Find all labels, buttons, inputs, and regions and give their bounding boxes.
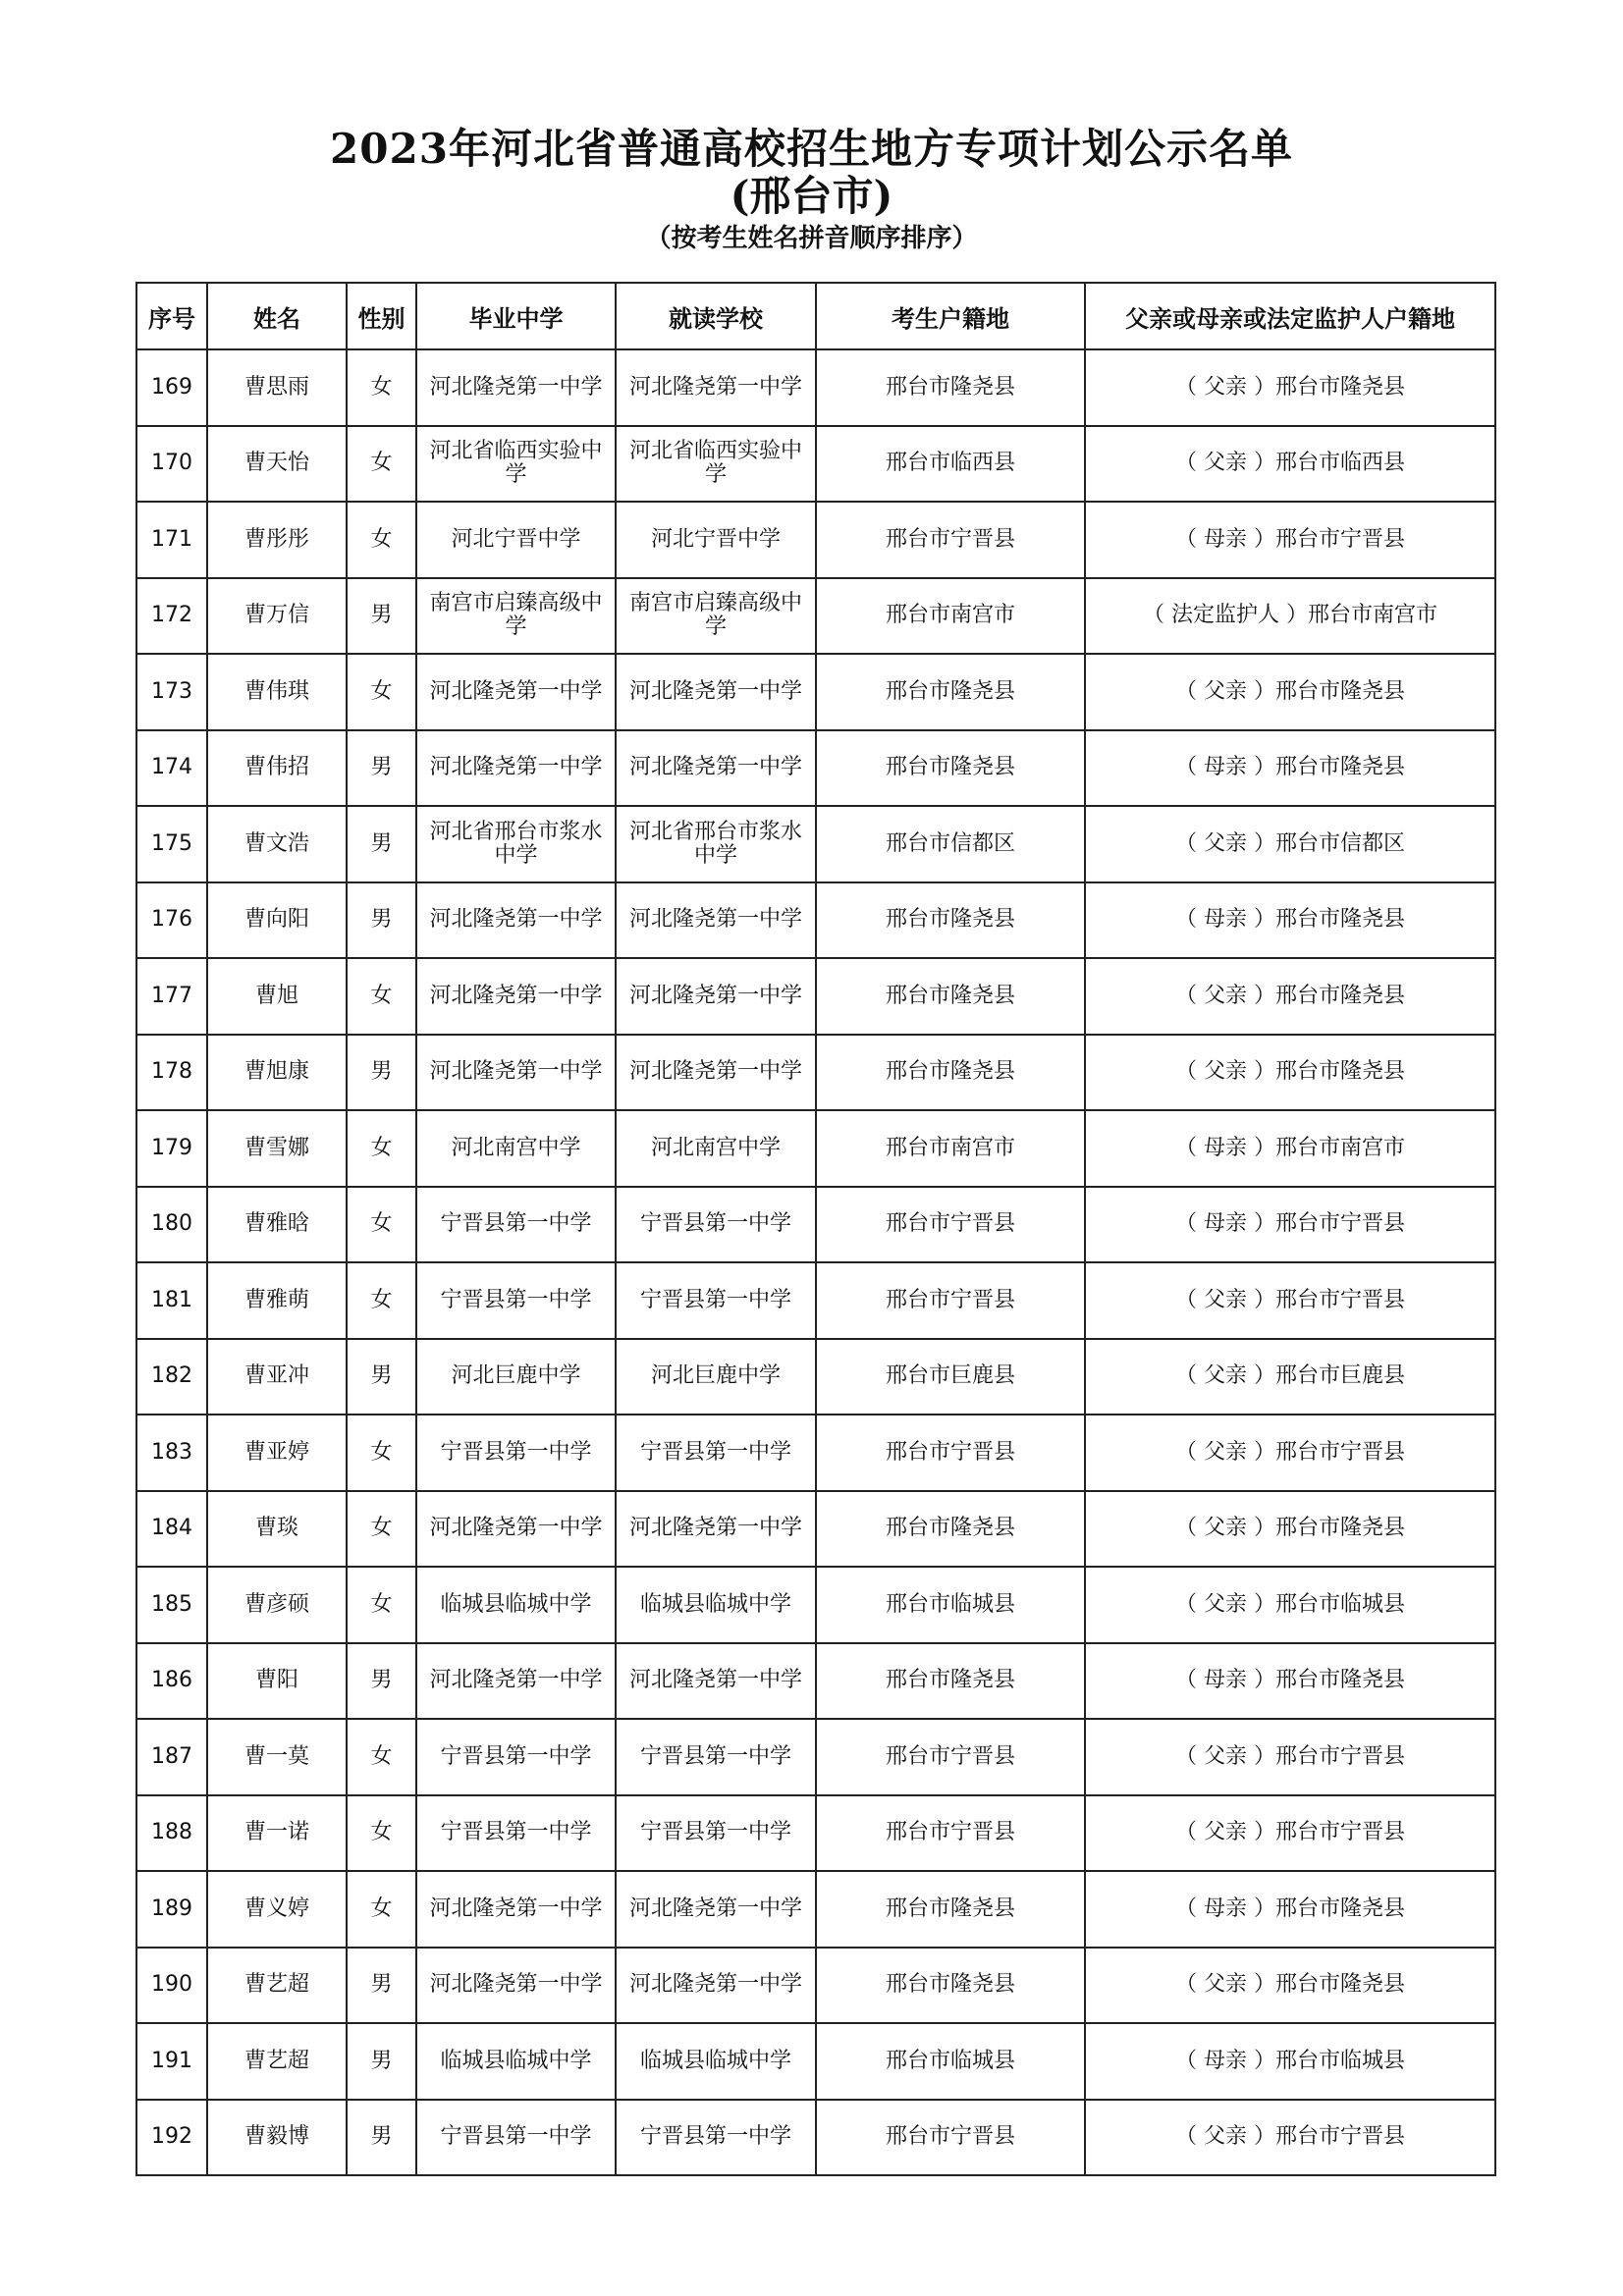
cell-guardian-residence: （ 父亲 ）邢台市宁晋县 <box>1085 2100 1495 2176</box>
cell-gender: 女 <box>347 426 416 503</box>
cell-guardian-residence: （ 父亲 ）邢台市信都区 <box>1085 806 1495 882</box>
cell-grad-school: 宁晋县第一中学 <box>416 1262 616 1339</box>
cell-grad-school: 宁晋县第一中学 <box>416 1719 616 1795</box>
cell-guardian-residence: （ 母亲 ）邢台市宁晋县 <box>1085 1187 1495 1263</box>
cell-name: 曹向阳 <box>207 882 347 959</box>
cell-current-school: 河北隆尧第一中学 <box>616 1871 816 1948</box>
cell-current-school: 河北隆尧第一中学 <box>616 1035 816 1111</box>
cell-grad-school: 宁晋县第一中学 <box>416 1415 616 1491</box>
cell-name: 曹思雨 <box>207 349 347 426</box>
cell-guardian-residence: （ 父亲 ）邢台市隆尧县 <box>1085 1948 1495 2024</box>
cell-name: 曹文浩 <box>207 806 347 882</box>
cell-residence: 邢台市宁晋县 <box>816 1795 1085 1872</box>
cell-current-school: 宁晋县第一中学 <box>616 2100 816 2176</box>
cell-residence: 邢台市隆尧县 <box>816 1035 1085 1111</box>
table-row <box>136 654 1495 730</box>
cell-current-school: 南宫市启臻高级中学 <box>616 578 816 655</box>
document-header <box>0 126 1623 255</box>
cell-residence: 邢台市隆尧县 <box>816 349 1085 426</box>
cell-current-school: 河北隆尧第一中学 <box>616 1643 816 1720</box>
cell-no: 189 <box>136 1871 207 1948</box>
cell-guardian-residence: （ 父亲 ）邢台市隆尧县 <box>1085 654 1495 730</box>
table-row <box>136 1415 1495 1491</box>
cell-current-school: 河北隆尧第一中学 <box>616 654 816 730</box>
document-subtitle: (邢台市) <box>730 172 893 220</box>
table-row <box>136 882 1495 959</box>
cell-residence: 邢台市宁晋县 <box>816 502 1085 578</box>
cell-residence: 邢台市隆尧县 <box>816 1491 1085 1568</box>
cell-no: 181 <box>136 1262 207 1339</box>
cell-gender: 男 <box>347 1643 416 1720</box>
cell-gender: 男 <box>347 2023 416 2100</box>
table-row <box>136 349 1495 426</box>
cell-grad-school: 宁晋县第一中学 <box>416 1187 616 1263</box>
table-row <box>136 1491 1495 1568</box>
cell-guardian-residence: （ 母亲 ）邢台市南宫市 <box>1085 1110 1495 1187</box>
cell-gender: 女 <box>347 654 416 730</box>
table-row <box>136 1567 1495 1643</box>
cell-grad-school: 南宫市启臻高级中学 <box>416 578 616 655</box>
cell-gender: 男 <box>347 730 416 807</box>
column-header-guardian-residence: 父亲或母亲或法定监护人户籍地 <box>1085 283 1495 349</box>
cell-no: 170 <box>136 426 207 503</box>
cell-name: 曹彤彤 <box>207 502 347 578</box>
cell-no: 169 <box>136 349 207 426</box>
table-row <box>136 1262 1495 1339</box>
cell-grad-school: 河北隆尧第一中学 <box>416 1871 616 1948</box>
cell-guardian-residence: （ 母亲 ）邢台市隆尧县 <box>1085 1871 1495 1948</box>
cell-no: 176 <box>136 882 207 959</box>
table-row <box>136 1643 1495 1720</box>
cell-no: 174 <box>136 730 207 807</box>
cell-residence: 邢台市临城县 <box>816 1567 1085 1643</box>
cell-name: 曹艺超 <box>207 1948 347 2024</box>
cell-gender: 女 <box>347 349 416 426</box>
table-row <box>136 806 1495 882</box>
cell-no: 182 <box>136 1339 207 1415</box>
cell-grad-school: 河北隆尧第一中学 <box>416 730 616 807</box>
column-header-grad-school: 毕业中学 <box>416 283 616 349</box>
cell-gender: 女 <box>347 1719 416 1795</box>
cell-guardian-residence: （ 母亲 ）邢台市隆尧县 <box>1085 882 1495 959</box>
cell-no: 190 <box>136 1948 207 2024</box>
table-row <box>136 1187 1495 1263</box>
cell-residence: 邢台市临西县 <box>816 426 1085 503</box>
cell-name: 曹一诺 <box>207 1795 347 1872</box>
table-row <box>136 1339 1495 1415</box>
cell-gender: 女 <box>347 1415 416 1491</box>
cell-current-school: 临城县临城中学 <box>616 2023 816 2100</box>
cell-residence: 邢台市巨鹿县 <box>816 1339 1085 1415</box>
cell-residence: 邢台市宁晋县 <box>816 2100 1085 2176</box>
cell-residence: 邢台市隆尧县 <box>816 882 1085 959</box>
cell-current-school: 宁晋县第一中学 <box>616 1795 816 1872</box>
cell-residence: 邢台市宁晋县 <box>816 1415 1085 1491</box>
cell-name: 曹伟琪 <box>207 654 347 730</box>
cell-gender: 男 <box>347 882 416 959</box>
cell-gender: 女 <box>347 502 416 578</box>
cell-guardian-residence: （ 母亲 ）邢台市宁晋县 <box>1085 502 1495 578</box>
cell-name: 曹琰 <box>207 1491 347 1568</box>
cell-no: 178 <box>136 1035 207 1111</box>
cell-guardian-residence: （ 父亲 ）邢台市宁晋县 <box>1085 1262 1495 1339</box>
cell-gender: 女 <box>347 958 416 1035</box>
cell-grad-school: 河北隆尧第一中学 <box>416 1948 616 2024</box>
cell-residence: 邢台市隆尧县 <box>816 958 1085 1035</box>
cell-name: 曹雅晗 <box>207 1187 347 1263</box>
cell-name: 曹阳 <box>207 1643 347 1720</box>
cell-grad-school: 河北隆尧第一中学 <box>416 1491 616 1568</box>
cell-name: 曹艺超 <box>207 2023 347 2100</box>
table-row <box>136 1871 1495 1948</box>
cell-gender: 男 <box>347 1035 416 1111</box>
cell-no: 186 <box>136 1643 207 1720</box>
table-row <box>136 958 1495 1035</box>
cell-no: 185 <box>136 1567 207 1643</box>
table-row <box>136 1948 1495 2024</box>
cell-gender: 女 <box>347 1871 416 1948</box>
cell-no: 175 <box>136 806 207 882</box>
cell-guardian-residence: （ 父亲 ）邢台市隆尧县 <box>1085 958 1495 1035</box>
cell-current-school: 河北隆尧第一中学 <box>616 1948 816 2024</box>
cell-name: 曹雪娜 <box>207 1110 347 1187</box>
cell-guardian-residence: （ 法定监护人 ）邢台市南宫市 <box>1085 578 1495 655</box>
cell-residence: 邢台市宁晋县 <box>816 1719 1085 1795</box>
cell-residence: 邢台市隆尧县 <box>816 1948 1085 2024</box>
cell-no: 180 <box>136 1187 207 1263</box>
cell-grad-school: 河北隆尧第一中学 <box>416 654 616 730</box>
cell-guardian-residence: （ 母亲 ）邢台市隆尧县 <box>1085 730 1495 807</box>
cell-current-school: 河北隆尧第一中学 <box>616 882 816 959</box>
cell-residence: 邢台市隆尧县 <box>816 654 1085 730</box>
cell-gender: 女 <box>347 1567 416 1643</box>
table-row <box>136 426 1495 503</box>
document-title: 2023年河北省普通高校招生地方专项计划公示名单 <box>330 125 1293 173</box>
cell-no: 177 <box>136 958 207 1035</box>
table-header-row <box>136 283 1495 349</box>
cell-gender: 女 <box>347 1262 416 1339</box>
cell-name: 曹一莫 <box>207 1719 347 1795</box>
cell-current-school: 河北省邢台市浆水中学 <box>616 806 816 882</box>
cell-name: 曹天怡 <box>207 426 347 503</box>
cell-current-school: 河北隆尧第一中学 <box>616 958 816 1035</box>
cell-grad-school: 河北隆尧第一中学 <box>416 882 616 959</box>
cell-guardian-residence: （ 母亲 ）邢台市隆尧县 <box>1085 1643 1495 1720</box>
cell-gender: 男 <box>347 1948 416 2024</box>
table-row <box>136 2100 1495 2176</box>
cell-residence: 邢台市南宫市 <box>816 578 1085 655</box>
cell-no: 183 <box>136 1415 207 1491</box>
cell-grad-school: 河北隆尧第一中学 <box>416 349 616 426</box>
cell-grad-school: 河北省邢台市浆水中学 <box>416 806 616 882</box>
cell-residence: 邢台市南宫市 <box>816 1110 1085 1187</box>
cell-no: 171 <box>136 502 207 578</box>
cell-grad-school: 河北隆尧第一中学 <box>416 1035 616 1111</box>
cell-guardian-residence: （ 父亲 ）邢台市隆尧县 <box>1085 349 1495 426</box>
cell-no: 188 <box>136 1795 207 1872</box>
cell-current-school: 临城县临城中学 <box>616 1567 816 1643</box>
cell-guardian-residence: （ 父亲 ）邢台市隆尧县 <box>1085 1035 1495 1111</box>
cell-guardian-residence: （ 父亲 ）邢台市宁晋县 <box>1085 1415 1495 1491</box>
cell-residence: 邢台市宁晋县 <box>816 1262 1085 1339</box>
cell-grad-school: 河北巨鹿中学 <box>416 1339 616 1415</box>
sort-order-note: （按考生姓名拼音顺序排序） <box>645 224 978 253</box>
cell-residence: 邢台市隆尧县 <box>816 1871 1085 1948</box>
cell-gender: 女 <box>347 1491 416 1568</box>
cell-residence: 邢台市临城县 <box>816 2023 1085 2100</box>
cell-gender: 女 <box>347 1110 416 1187</box>
cell-grad-school: 宁晋县第一中学 <box>416 2100 616 2176</box>
cell-no: 172 <box>136 578 207 655</box>
cell-current-school: 宁晋县第一中学 <box>616 1719 816 1795</box>
cell-name: 曹万信 <box>207 578 347 655</box>
column-header-no: 序号 <box>136 283 207 349</box>
cell-no: 187 <box>136 1719 207 1795</box>
cell-no: 179 <box>136 1110 207 1187</box>
cell-grad-school: 河北隆尧第一中学 <box>416 958 616 1035</box>
cell-gender: 男 <box>347 578 416 655</box>
cell-current-school: 河北省临西实验中学 <box>616 426 816 503</box>
column-header-current-school: 就读学校 <box>616 283 816 349</box>
table-row <box>136 1110 1495 1187</box>
column-header-residence: 考生户籍地 <box>816 283 1085 349</box>
table-row <box>136 730 1495 807</box>
cell-name: 曹彦硕 <box>207 1567 347 1643</box>
admission-list-table <box>135 282 1496 2176</box>
cell-residence: 邢台市信都区 <box>816 806 1085 882</box>
cell-guardian-residence: （ 父亲 ）邢台市巨鹿县 <box>1085 1339 1495 1415</box>
cell-grad-school: 河北隆尧第一中学 <box>416 1643 616 1720</box>
cell-no: 191 <box>136 2023 207 2100</box>
cell-name: 曹义婷 <box>207 1871 347 1948</box>
table-row <box>136 1795 1495 1872</box>
table-row <box>136 1035 1495 1111</box>
cell-gender: 男 <box>347 2100 416 2176</box>
cell-gender: 女 <box>347 1795 416 1872</box>
cell-guardian-residence: （ 父亲 ）邢台市宁晋县 <box>1085 1719 1495 1795</box>
cell-current-school: 宁晋县第一中学 <box>616 1262 816 1339</box>
cell-guardian-residence: （ 父亲 ）邢台市临西县 <box>1085 426 1495 503</box>
cell-grad-school: 临城县临城中学 <box>416 1567 616 1643</box>
cell-current-school: 宁晋县第一中学 <box>616 1187 816 1263</box>
cell-no: 184 <box>136 1491 207 1568</box>
table-row <box>136 1719 1495 1795</box>
cell-name: 曹旭 <box>207 958 347 1035</box>
cell-name: 曹伟招 <box>207 730 347 807</box>
cell-guardian-residence: （ 母亲 ）邢台市临城县 <box>1085 2023 1495 2100</box>
cell-name: 曹旭康 <box>207 1035 347 1111</box>
cell-name: 曹亚婷 <box>207 1415 347 1491</box>
cell-residence: 邢台市隆尧县 <box>816 1643 1085 1720</box>
column-header-gender: 性别 <box>347 283 416 349</box>
cell-current-school: 河北隆尧第一中学 <box>616 1491 816 1568</box>
cell-gender: 女 <box>347 1187 416 1263</box>
cell-guardian-residence: （ 父亲 ）邢台市隆尧县 <box>1085 1491 1495 1568</box>
cell-guardian-residence: （ 父亲 ）邢台市临城县 <box>1085 1567 1495 1643</box>
cell-current-school: 宁晋县第一中学 <box>616 1415 816 1491</box>
cell-grad-school: 河北宁晋中学 <box>416 502 616 578</box>
cell-no: 192 <box>136 2100 207 2176</box>
cell-current-school: 河北隆尧第一中学 <box>616 730 816 807</box>
cell-guardian-residence: （ 父亲 ）邢台市宁晋县 <box>1085 1795 1495 1872</box>
cell-current-school: 河北宁晋中学 <box>616 502 816 578</box>
cell-residence: 邢台市隆尧县 <box>816 730 1085 807</box>
cell-current-school: 河北隆尧第一中学 <box>616 349 816 426</box>
cell-name: 曹亚冲 <box>207 1339 347 1415</box>
cell-gender: 男 <box>347 806 416 882</box>
cell-name: 曹雅萌 <box>207 1262 347 1339</box>
cell-grad-school: 河北南宫中学 <box>416 1110 616 1187</box>
cell-grad-school: 临城县临城中学 <box>416 2023 616 2100</box>
table-row <box>136 578 1495 655</box>
column-header-name: 姓名 <box>207 283 347 349</box>
cell-current-school: 河北巨鹿中学 <box>616 1339 816 1415</box>
table-row <box>136 502 1495 578</box>
table-row <box>136 2023 1495 2100</box>
cell-grad-school: 河北省临西实验中学 <box>416 426 616 503</box>
cell-current-school: 河北南宫中学 <box>616 1110 816 1187</box>
cell-no: 173 <box>136 654 207 730</box>
cell-gender: 男 <box>347 1339 416 1415</box>
cell-grad-school: 宁晋县第一中学 <box>416 1795 616 1872</box>
cell-residence: 邢台市宁晋县 <box>816 1187 1085 1263</box>
cell-name: 曹毅博 <box>207 2100 347 2176</box>
